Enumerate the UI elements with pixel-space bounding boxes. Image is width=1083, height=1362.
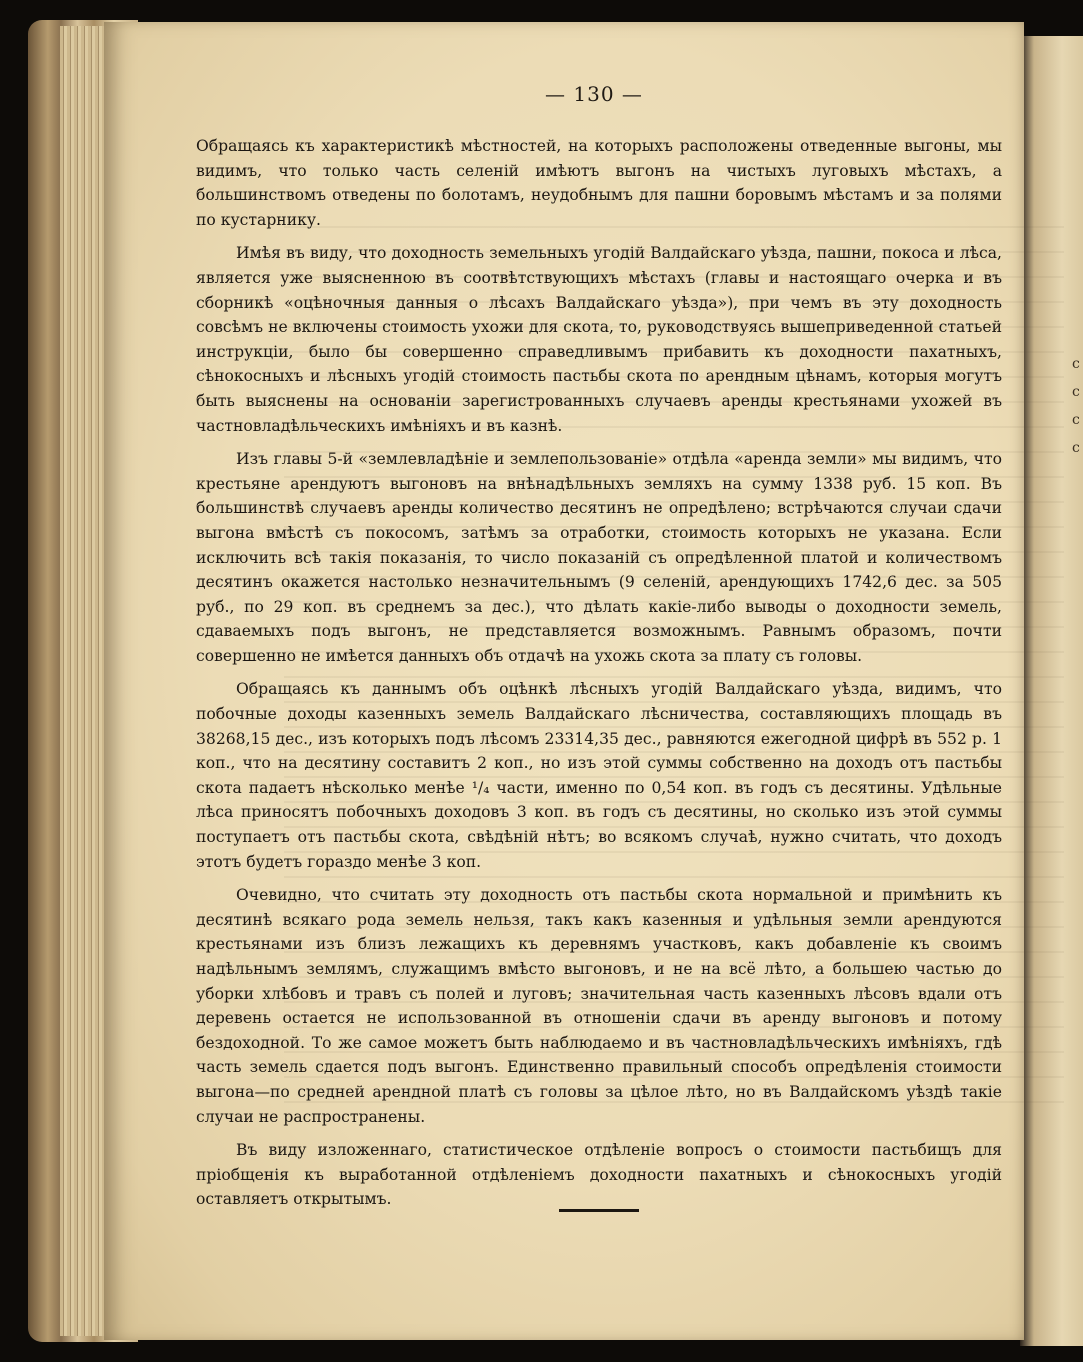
page-number: — 130 — — [545, 82, 643, 106]
facing-page-mark: с — [1072, 356, 1080, 372]
paragraph: Изъ главы 5-й «землевладѣніе и землепользованіе» отдѣла «аренда земли» мы видимъ, что крестьяне арендуютъ выгоновъ на внѣнадѣльныхъ земляхъ на сумму 1338 руб. 15 коп. Въ большинствѣ случаевъ аренды количество десятинъ не опредѣлено; встрѣчаются случаи сдачи выгона вмѣстѣ съ покосомъ, затѣмъ за отработки, стоимость которыхъ не указана. Если исключить всѣ такія показанія, то число показаній съ опредѣленной платой и количествомъ десятинъ окажется настолько незначительнымъ (9 селеній, арендующихъ 1742,6 дес. за 505 руб., по 29 коп. въ среднемъ за дес.), что дѣлать какіе-либо выводы о доходности земель, сдаваемыхъ подъ выгонъ, не представляется возможнымъ. Равнымъ образомъ, почти совершенно не имѣется данныхъ объ отдачѣ на ухожь скота за плату съ головы. — [196, 450, 1002, 665]
paragraph: Въ виду изложеннаго, статистическое отдѣленіе вопросъ о стоимости пастьбищъ для пріобщенія къ выработанной отдѣленіемъ доходности пахатныхъ и сѣнокосныхъ угодій оставляетъ открытымъ. — [196, 1141, 1002, 1209]
facing-page-mark: с — [1072, 384, 1080, 400]
book-page — [104, 22, 1024, 1340]
facing-page-marks — [1072, 350, 1082, 462]
paragraph: Обращаясь къ даннымъ объ оцѣнкѣ лѣсныхъ угодій Валдайскаго уѣзда, видимъ, что побочные доходы казенныхъ земель Валдайскаго лѣсничества, составляющихъ площадь въ 38268,15 дес., изъ которыхъ подъ лѣсомъ 23314,35 дес., равняются ежегодной цифрѣ въ 552 р. 1 коп., что на десятину составитъ 2 коп., но изъ этой суммы собственно на доходъ отъ пастьбы скота падаетъ нѣсколько менѣе ¹/₄ части, именно по 0,54 коп. въ годъ съ десятины. Удѣльные лѣса приносятъ побочныхъ доходовъ 3 коп. въ годъ съ десятины, но сколько изъ этой суммы поступаетъ отъ пастьбы скота, свѣдѣній нѣтъ; во всякомъ случаѣ, нужно считать, что доходъ этотъ будетъ гораздо менѣе 3 коп. — [196, 680, 1002, 871]
facing-page-edge — [1020, 36, 1083, 1346]
paragraph: Обращаясь къ характеристикѣ мѣстностей, на которыхъ расположены отведенные выгоны, мы видимъ, что только часть селеній имѣютъ выгонъ на чистыхъ луговыхъ мѣстахъ, а большинствомъ отведены по болотамъ, неудобнымъ для пашни боровымъ мѣстамъ и за полями по кустарнику. — [196, 137, 1002, 229]
facing-page-mark: с — [1072, 412, 1080, 428]
paragraph: Очевидно, что считать эту доходность отъ пастьбы скота нормальной и примѣнить къ десятинѣ всякаго рода земель нельзя, такъ какъ казенныя и удѣльныя земли арендуются крестьянами изъ близъ лежащихъ къ деревнямъ участковъ, какъ добавленіе къ своимъ надѣльнымъ землямъ, служащимъ вмѣсто выгоновъ, и не на всё лѣто, а большею частью до уборки хлѣбовъ и травъ съ полей и луговъ; значительная часть казенныхъ лѣсовъ вдали отъ деревень остается не использованной въ отношеніи сдачи въ аренду выгоновъ и потому бездоходной. То же самое можетъ быть наблюдаемо и въ частновладѣльческихъ имѣніяхъ, гдѣ часть земель сдается подъ выгонъ. Единственно правильный способъ опредѣленія стоимости выгона—по средней арендной платѣ съ головы за цѣлое лѣто, но въ Валдайскомъ уѣздѣ такіе случаи не распространены. — [196, 886, 1002, 1126]
page-text — [196, 134, 1002, 1221]
paragraph: Имѣя въ виду, что доходность земельныхъ угодій Валдайскаго уѣзда, пашни, покоса и лѣса, является уже выясненною въ соотвѣтствующихъ мѣстахъ (главы и настоящаго очерка и въ сборникѣ «оцѣночныя данныя о лѣсахъ Валдайскаго уѣзда»), при чемъ въ эту доходность совсѣмъ не включены стоимость ухожи для скота, то, руководствуясь вышеприведенной статьей инструкціи, было бы совершенно справедливымъ прибавить къ доходности пахатныхъ, сѣнокосныхъ и лѣсныхъ угодій стоимость пастьбы скота по арендным цѣнамъ, которыя могутъ быть выяснены на основаніи зарегистрованныхъ случаевъ аренды крестьянами ухожей въ частновладѣльческихъ имѣніяхъ и въ казнѣ. — [196, 244, 1002, 435]
section-end-rule — [559, 1209, 639, 1212]
facing-page-mark: с — [1072, 440, 1080, 456]
